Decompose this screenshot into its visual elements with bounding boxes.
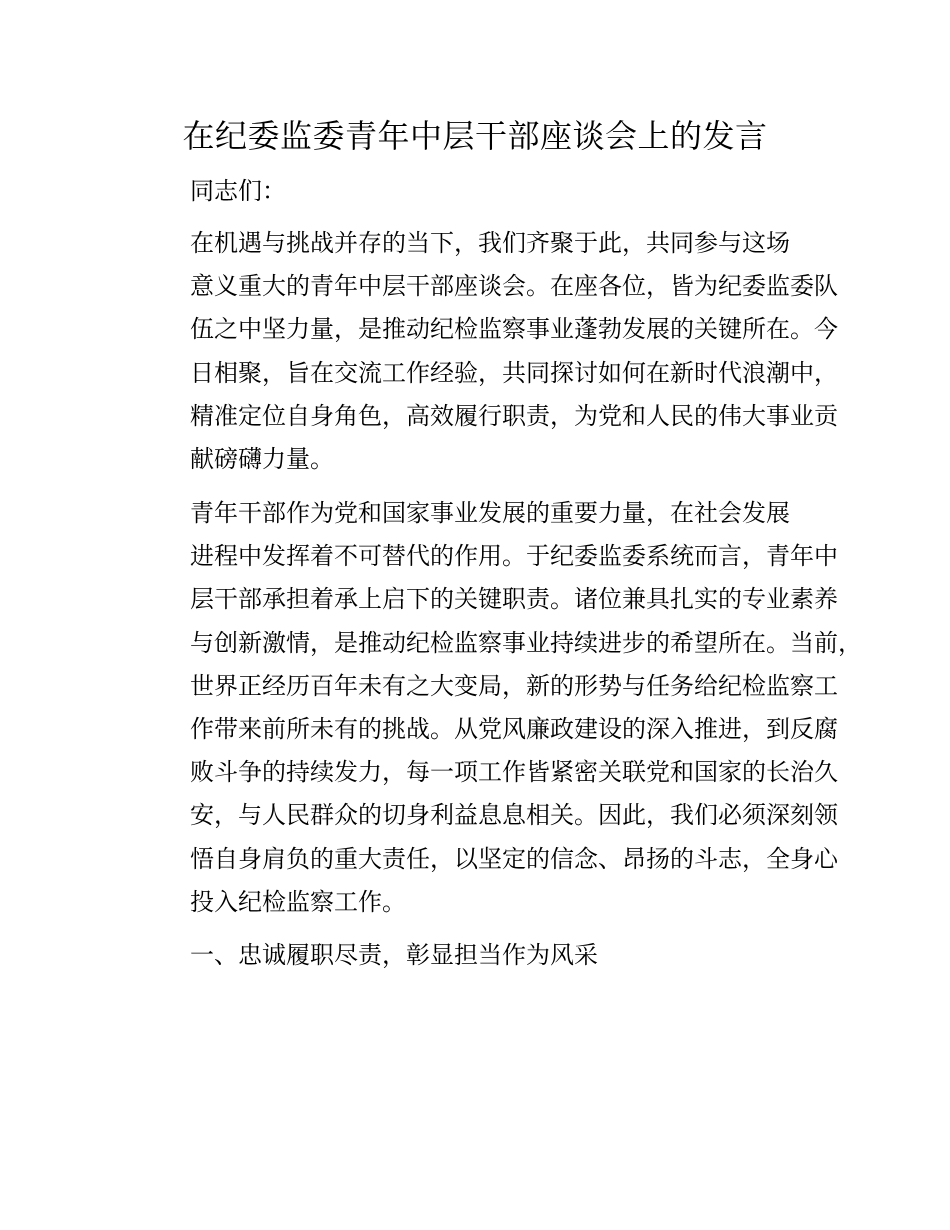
paragraph-line: 败斗争的持续发力，每一项工作皆紧密关联党和国家的长治久	[190, 758, 838, 787]
paragraph-line: 安，与人民群众的切身利益息息相关。因此，我们必须深刻领	[190, 801, 838, 830]
paragraph-line: 悟自身肩负的重大责任，以坚定的信念、昂扬的斗志，全身心	[190, 844, 838, 873]
paragraph-line: 献磅礴力量。	[190, 445, 334, 474]
paragraph-line: 伍之中坚力量，是推动纪检监察事业蓬勃发展的关键所在。今	[190, 315, 838, 344]
paragraph-line: 作带来前所未有的挑战。从党风廉政建设的深入推进，到反腐	[190, 715, 838, 744]
paragraph-line: 与创新激情，是推动纪检监察事业持续进步的希望所在。当前，	[190, 628, 862, 657]
paragraph-line: 在机遇与挑战并存的当下，我们齐聚于此，共同参与这场	[190, 229, 790, 257]
salutation: 同志们：	[190, 177, 286, 205]
paragraph-line: 日相聚，旨在交流工作经验，共同探讨如何在新时代浪潮中，	[190, 358, 838, 387]
paragraph-2	[142, 492, 862, 924]
paragraph-line: 进程中发挥着不可替代的作用。于纪委监委系统而言，青年中	[190, 542, 838, 571]
paragraph-line: 层干部承担着承上启下的关键职责。诸位兼具扎实的专业素养	[190, 585, 838, 614]
paragraph-line: 青年干部作为党和国家事业发展的重要力量，在社会发展	[190, 499, 790, 527]
paragraph-line: 投入纪检监察工作。	[190, 887, 406, 916]
paragraph-line: 世界正经历百年未有之大变局，新的形势与任务给纪检监察工	[190, 671, 838, 700]
paragraph-line: 意义重大的青年中层干部座谈会。在座各位，皆为纪委监委队	[190, 272, 838, 301]
section-heading-1: 一、忠诚履职尽责，彰显担当作为风采	[190, 941, 598, 969]
paragraph-line: 精准定位自身角色，高效履行职责，为党和人民的伟大事业贡	[190, 401, 838, 430]
document-title: 在纪委监委青年中层干部座谈会上的发言	[182, 117, 768, 155]
paragraph-1	[142, 222, 838, 481]
